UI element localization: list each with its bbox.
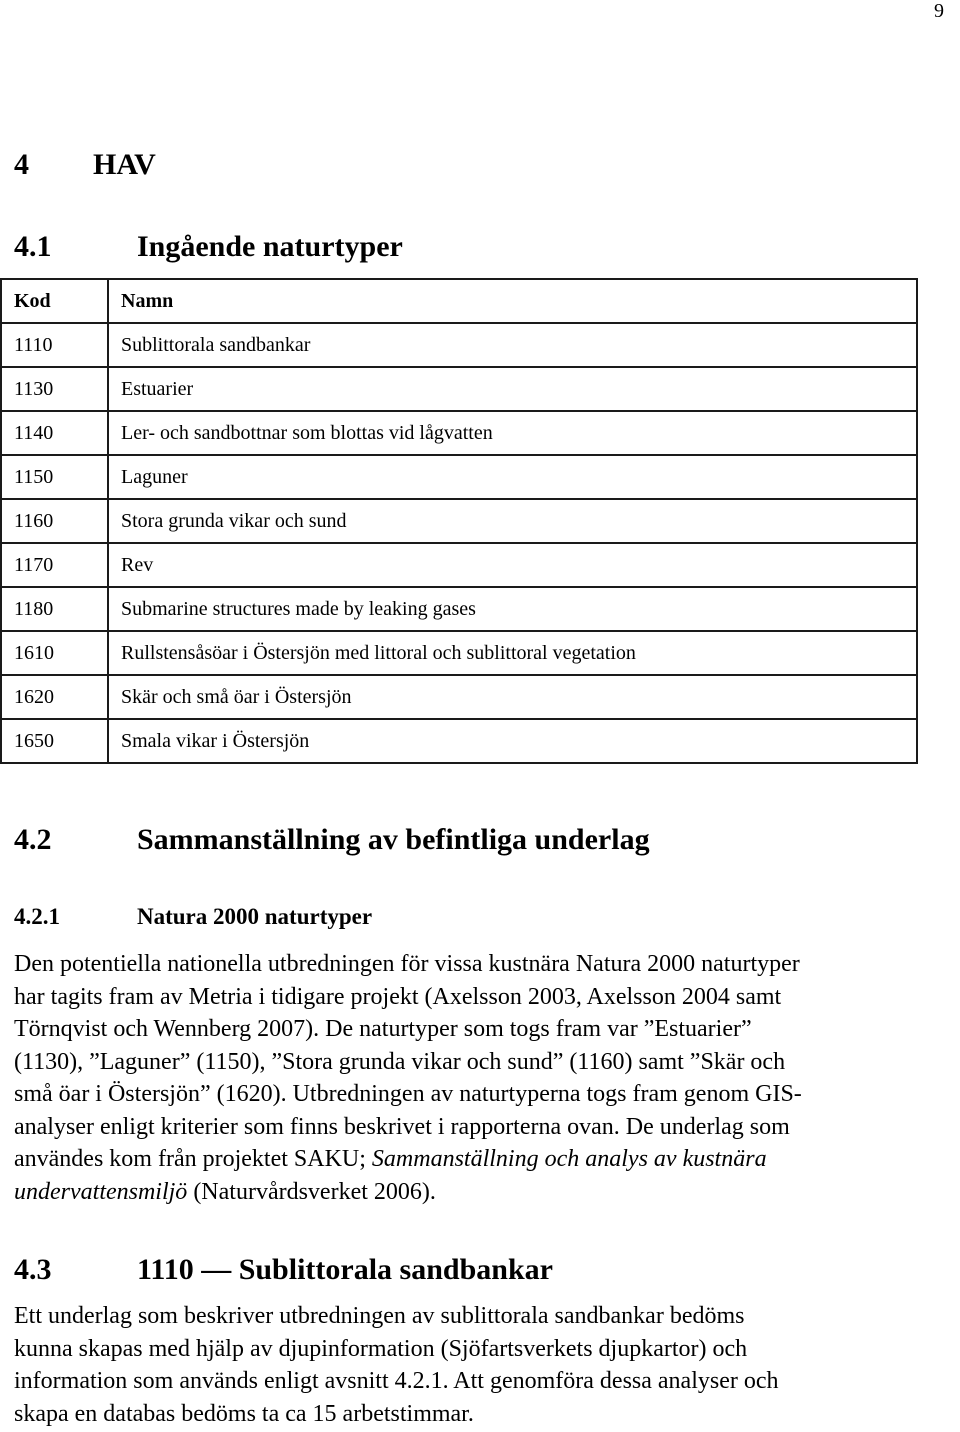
page-number: 9	[934, 0, 944, 22]
report-title-italic: Sammanställning och analys av kustnära	[371, 1146, 767, 1172]
table-cell-name: Rev	[108, 543, 917, 587]
table-cell-name: Ler- och sandbottnar som blottas vid lågvatten	[108, 411, 917, 455]
table-cell-name: Rullstensåsöar i Östersjön med littoral och sublittoral vegetation	[108, 631, 917, 675]
table-header-row	[1, 279, 917, 323]
paragraph-line: små öar i Östersjön” (1620). Utbredningen av naturtyperna togs fram genom GIS-	[14, 1081, 802, 1107]
paragraph-line: Den potentiella nationella utbredningen för vissa kustnära Natura 2000 naturtyper	[14, 951, 800, 977]
paragraph-line: kunna skapas med hjälp av djupinformation (Sjöfartsverkets djupkartor) och	[14, 1335, 748, 1362]
table-cell-code: 1160	[1, 499, 108, 543]
table-row	[1, 675, 917, 719]
table-row	[1, 499, 917, 543]
subsection-heading-4-2-1	[0, 903, 960, 931]
table-cell-code: 1150	[1, 455, 108, 499]
section-title: Ingående naturtyper	[137, 230, 403, 263]
chapter-number: 4	[14, 148, 29, 181]
table-cell-name: Skär och små öar i Östersjön	[108, 675, 917, 719]
paragraph-line	[14, 1176, 958, 1209]
table-row	[1, 323, 917, 367]
paragraph-line: information som används enligt avsnitt 4.2.1. Att genomföra dessa analyser och	[14, 1368, 779, 1394]
table-cell-name: Estuarier	[108, 367, 917, 411]
table-cell-code: 1180	[1, 587, 108, 631]
table-cell-code: 1170	[1, 543, 108, 587]
section-heading-4-3	[0, 1252, 960, 1288]
section-title: 1110 — Sublittorala sandbankar	[137, 1253, 553, 1286]
section-number: 4.2	[14, 823, 52, 856]
section-number: 4.3	[14, 1253, 52, 1286]
paragraph-sandbankar	[14, 1300, 958, 1430]
table-cell-code: 1140	[1, 411, 108, 455]
table-row	[1, 543, 917, 587]
table-row	[1, 367, 917, 411]
paragraph-line: analyser enligt kriterier som finns beskrivet i rapporterna ovan. De underlag som	[14, 1113, 790, 1140]
paragraph-line: Ett underlag som beskriver utbredningen av sublittorala sandbankar bedöms	[14, 1303, 745, 1329]
table-cell-name: Stora grunda vikar och sund	[108, 499, 917, 543]
chapter-title: HAV	[93, 148, 156, 181]
paragraph-line: skapa en databas bedöms ta ca 15 arbetstimmar.	[14, 1400, 474, 1427]
table-cell-name: Laguner	[108, 455, 917, 499]
table-cell-name: Sublittorala sandbankar	[108, 323, 917, 367]
section-title: Sammanställning av befintliga underlag	[137, 823, 650, 856]
paragraph-line: (1130), ”Laguner” (1150), ”Stora grunda vikar och sund” (1160) samt ”Skär och	[14, 1048, 786, 1075]
table-header-name: Namn	[108, 279, 917, 323]
table-cell-code: 1610	[1, 631, 108, 675]
table-row	[1, 631, 917, 675]
section-number: 4.1	[14, 230, 52, 263]
chapter-heading	[0, 147, 960, 183]
habitat-types-table	[0, 278, 918, 764]
paragraph-natura-2000	[14, 948, 958, 1208]
line-text: användes kom från projektet SAKU;	[14, 1146, 372, 1172]
paragraph-line: Törnqvist och Wennberg 2007). De naturtyper som togs fram var ”Estuarier”	[14, 1016, 752, 1042]
table-header-code: Kod	[1, 279, 108, 323]
section-heading-4-1	[0, 229, 960, 265]
paragraph-line	[14, 1143, 958, 1176]
table-cell-name: Submarine structures made by leaking gases	[108, 587, 917, 631]
table-row	[1, 455, 917, 499]
subsection-number: 4.2.1	[14, 904, 60, 929]
subsection-title: Natura 2000 naturtyper	[137, 904, 373, 929]
paragraph-line: har tagits fram av Metria i tidigare projekt (Axelsson 2003, Axelsson 2004 samt	[14, 983, 782, 1010]
table-cell-code: 1110	[1, 323, 108, 367]
table-cell-name: Smala vikar i Östersjön	[108, 719, 917, 763]
table-row	[1, 587, 917, 631]
report-title-italic: undervattensmiljö	[14, 1178, 188, 1205]
section-heading-4-2	[0, 822, 960, 858]
line-text: (Naturvårdsverket 2006).	[187, 1178, 436, 1205]
table-cell-code: 1620	[1, 675, 108, 719]
table-row	[1, 411, 917, 455]
table-cell-code: 1650	[1, 719, 108, 763]
table-row	[1, 719, 917, 763]
table-cell-code: 1130	[1, 367, 108, 411]
